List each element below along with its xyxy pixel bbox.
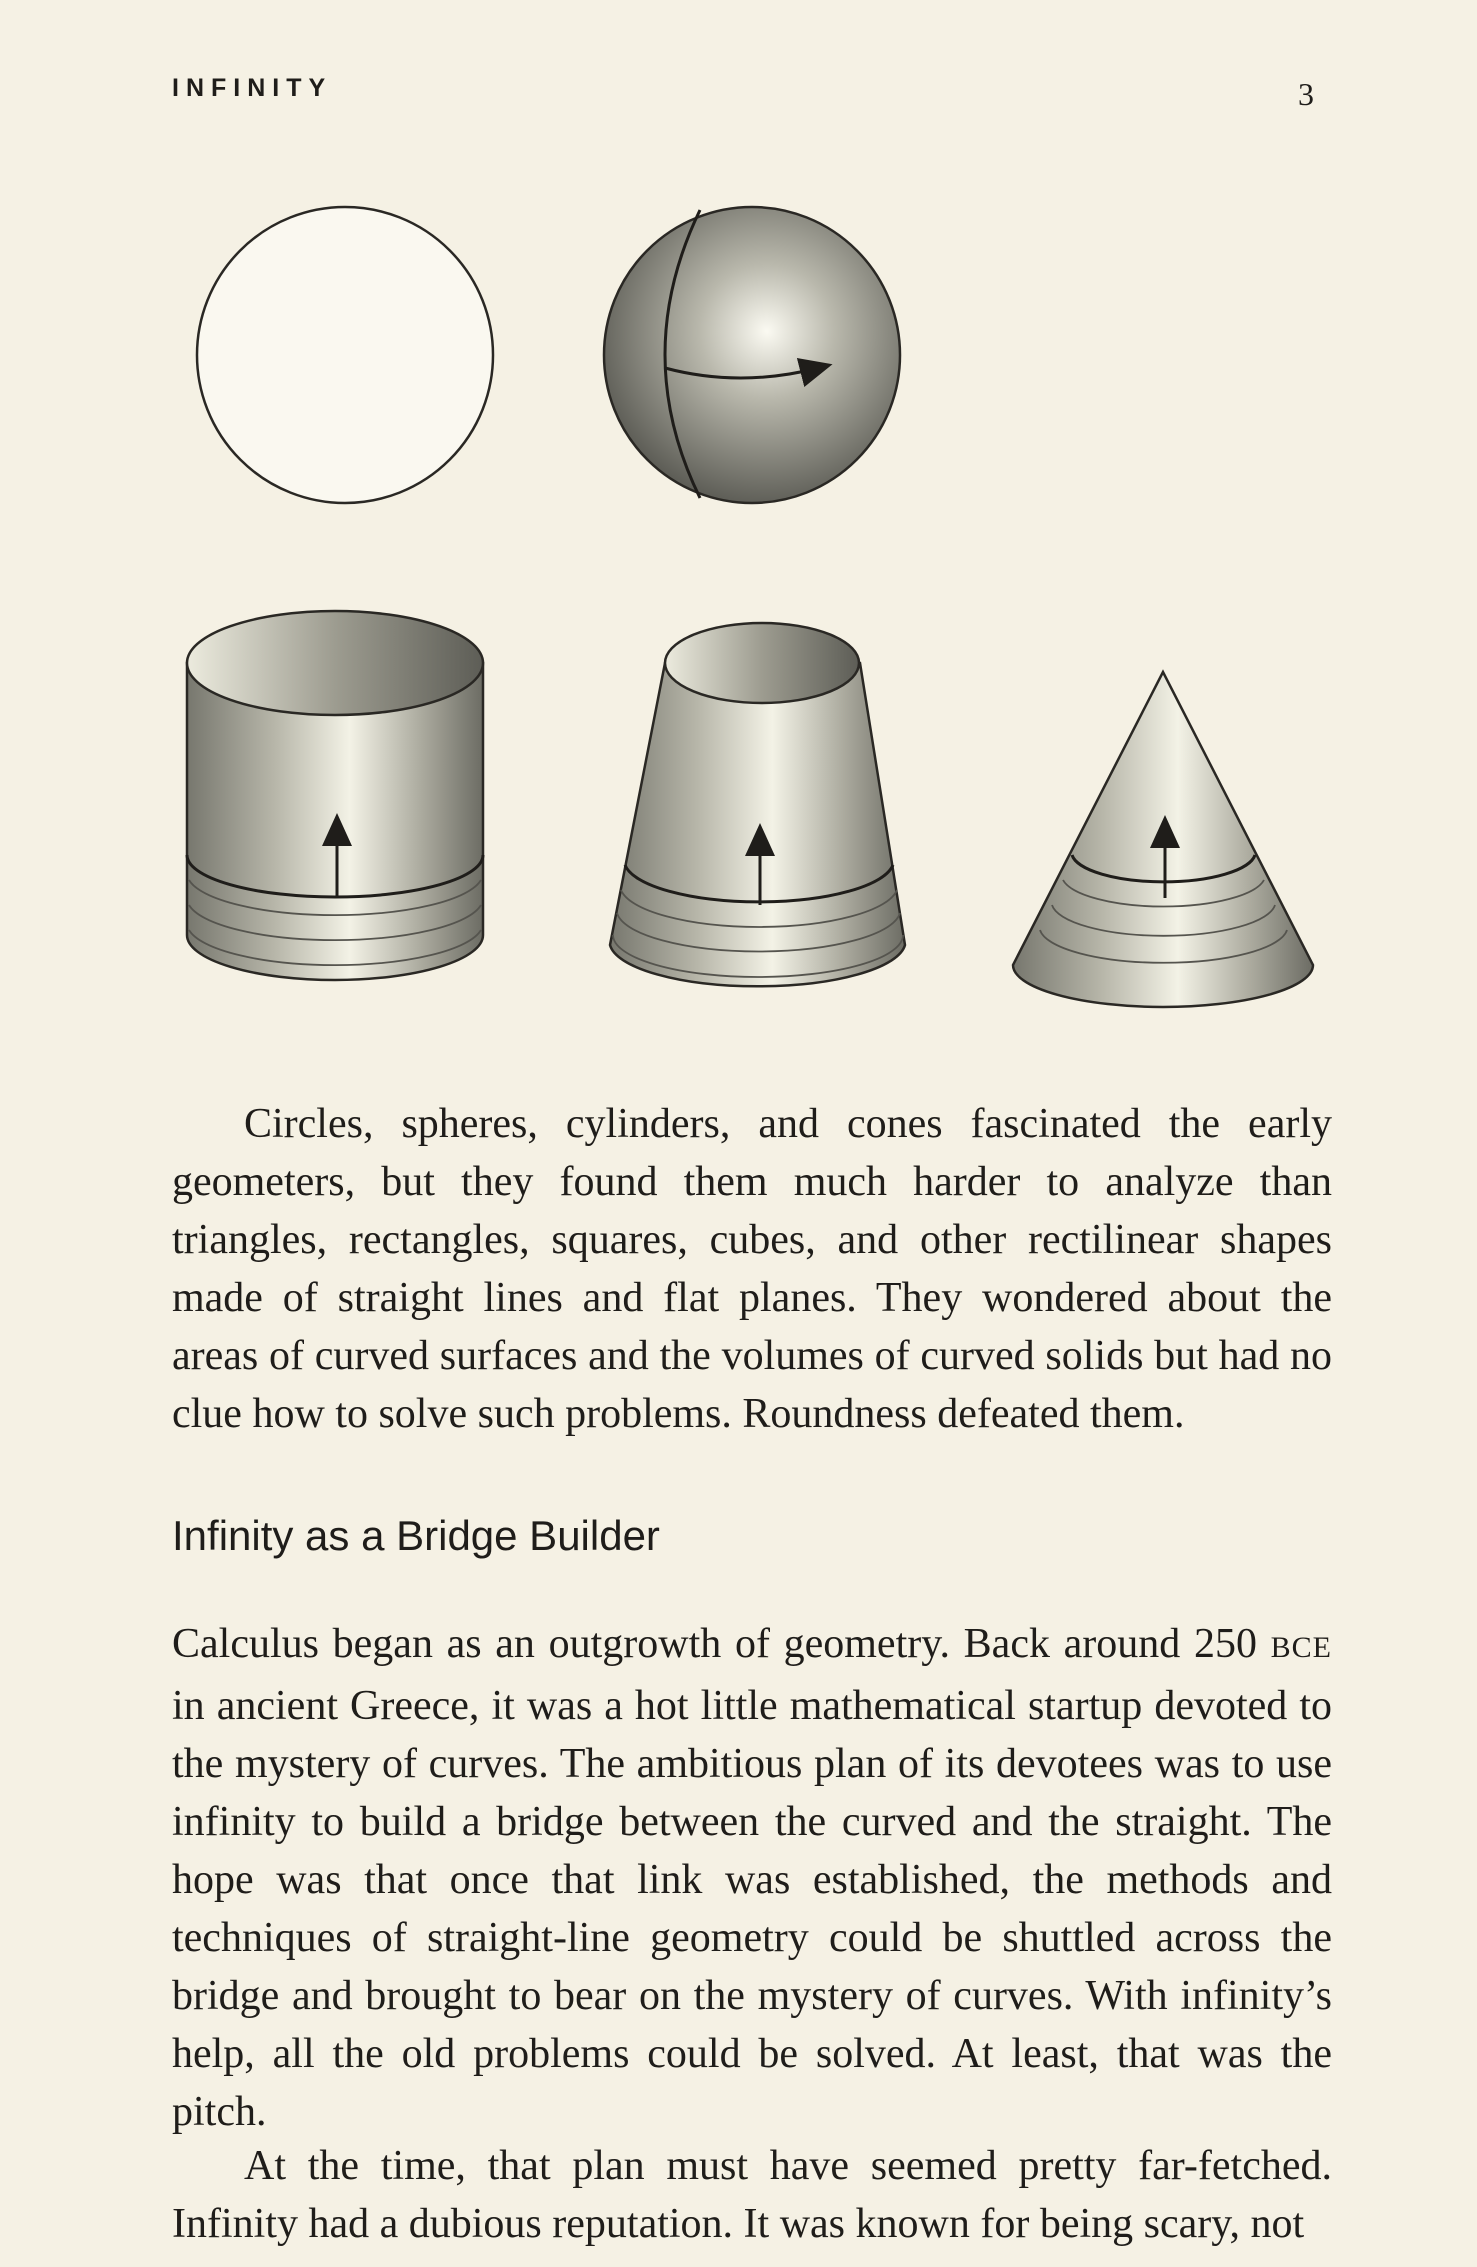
circle-icon: [197, 207, 493, 503]
era-abbreviation: BCE: [1270, 1631, 1332, 1664]
page-number: 3: [1298, 76, 1314, 112]
sphere-icon: [604, 207, 900, 503]
body-paragraph: [172, 1615, 1332, 2141]
running-head: INFINITY: [172, 74, 333, 102]
section-heading: Infinity as a Bridge Builder: [172, 1512, 660, 1559]
cylinder-icon: [187, 611, 483, 980]
body-paragraph: Circles, spheres, cylinders, and cones fascinated the early geometers, but they found them much harder to analyze than triangles, rectangles, squares, cubes, and other rectilinear shapes made of straight lines and flat planes. They wondered about the areas of curved surfaces and the volumes of curved solids but had no clue how to solve such problems. Roundness defeated them.: [172, 1101, 1332, 1437]
paragraph-text: in ancient Greece, it was a hot little mathematical startup devoted to the mystery of curves. The ambitious plan of its devotees was to use infinity to build a bridge between the curved and the straight. The hope was that once that link was established, the methods and techniques of straight-line geometry could be shuttled across the bridge and brought to bear on the mystery of curves. With infinity’s help, all the old problems could be solved. At least, that was the pitch.: [172, 1683, 1332, 2135]
body-paragraph: At the time, that plan must have seemed pretty far-fetched. Infinity had a dubious reputation. It was known for being scary, not: [172, 2143, 1332, 2247]
geometric-shapes-figure: [0, 0, 1477, 1080]
paragraph-text: Calculus began as an outgrowth of geometry. Back around 250: [172, 1621, 1271, 1667]
cone-icon: [1013, 672, 1313, 1007]
frustum-icon: [610, 623, 905, 986]
